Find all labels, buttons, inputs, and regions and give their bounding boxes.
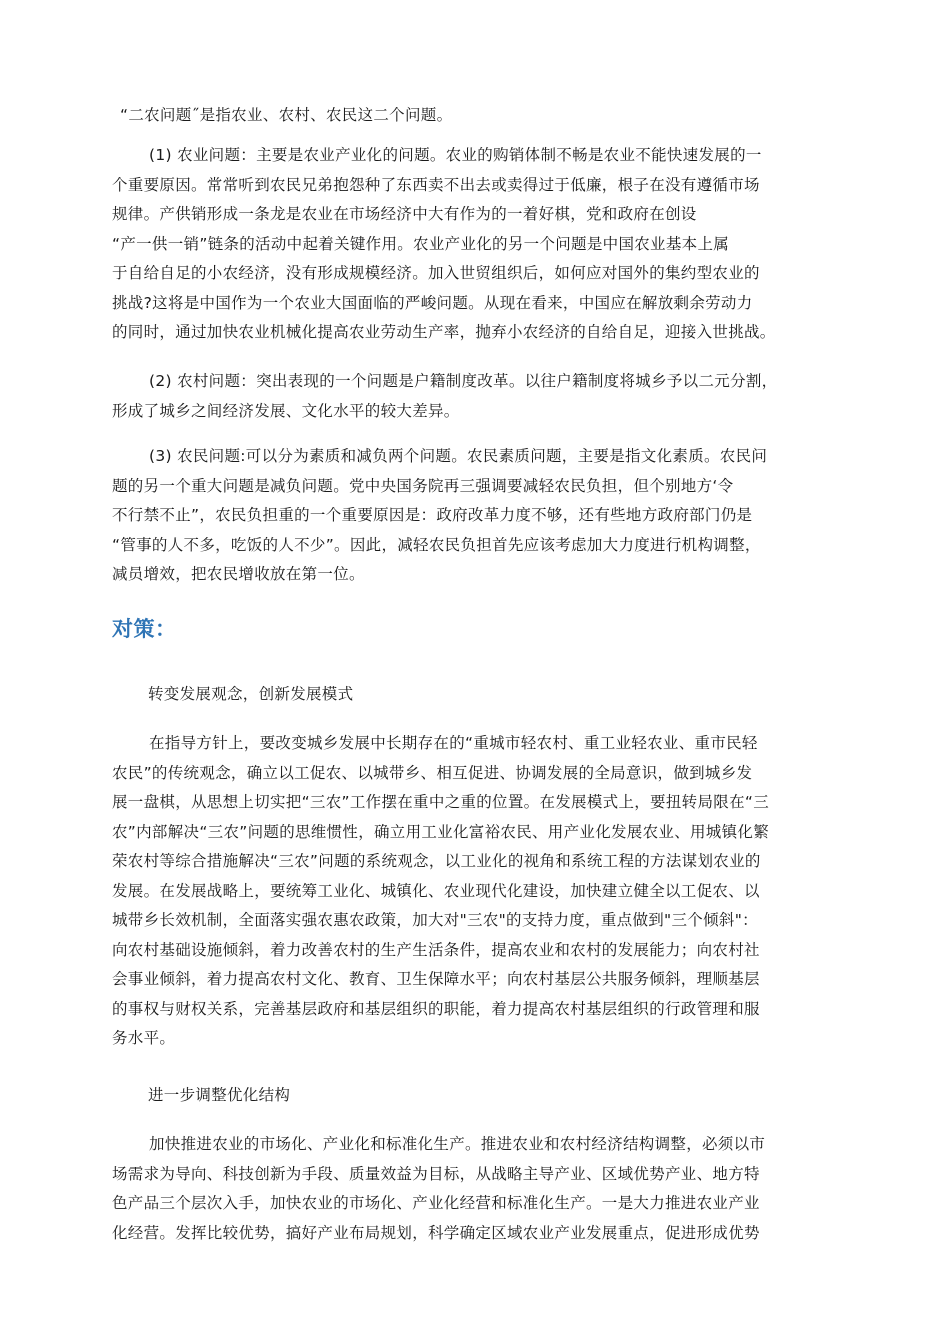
text-line: 题的另一个重大问题是减负问题。党中央国务院再三强调要减轻农民负担，但个别地方‘令 bbox=[112, 476, 734, 495]
text-line: 向农村基础设施倾斜，着力改善农村的生产生活条件，提高农业和农村的发展能力；向农村社 bbox=[112, 940, 760, 959]
text-line: 形成了城乡之间经济发展、文化水平的较大差异。 bbox=[112, 401, 460, 420]
text-line: 的事权与财权关系，完善基层政府和基层组织的职能，着力提高农村基层组织的行政管理和服 bbox=[112, 999, 760, 1018]
text-line: 发展。在发展战略上，要统筹工业化、城镇化、农业现代化建设，加快建立健全以工促农、以 bbox=[112, 881, 760, 900]
text-line: 不行禁不止”，农民负担重的一个重要原因是：政府改革力度不够，还有些地方政府部门仍是 bbox=[112, 506, 753, 524]
paragraph-rural bbox=[112, 367, 862, 426]
intro-line: “二农问题˝是指农业、农村、农民这二个问题。 bbox=[120, 106, 453, 124]
text-line: (3) 农民问题:可以分为素质和减负两个问题。农民素质问题，主要是指文化素质。农民问 bbox=[149, 447, 768, 465]
text-line: 加快推进农业的市场化、产业化和标准化生产。推进农业和农村经济结构调整，必须以市 bbox=[149, 1135, 766, 1153]
paragraph-development bbox=[112, 729, 862, 1054]
text-line: 农”内部解决“三农”问题的思维惯性，确立用工业化富裕农民、用产业化发展农业、用城镇化繁 bbox=[112, 822, 769, 841]
text-line: 色产品三个层次入手，加快农业的市场化、产业化经营和标准化生产。一是大力推进农业产业 bbox=[112, 1194, 760, 1212]
subheading-development: 转变发展观念，创新发展模式 bbox=[148, 685, 354, 703]
intro-paragraph bbox=[112, 101, 862, 131]
paragraph-farmers bbox=[112, 442, 862, 590]
section-heading: 对策： bbox=[112, 617, 177, 641]
text-line: 场需求为导向、科技创新为手段、质量效益为目标，从战略主导产业、区域优势产业、地方特 bbox=[112, 1164, 760, 1183]
text-line: 于自给自足的小农经济，没有形成规模经济。加入世贸组织后，如何应对国外的集约型农业的 bbox=[112, 264, 760, 282]
text-line: 规律。产供销形成一条龙是农业在市场经济中大有作为的一着好棋，党和政府在创设 bbox=[112, 205, 697, 223]
text-line: 化经营。发挥比较优势，搞好产业布局规划，科学确定区域农业产业发展重点，促进形成优势 bbox=[112, 1223, 760, 1242]
text-line: 农民”的传统观念，确立以工促农、以城带乡、相互促进、协调发展的全局意识，做到城乡发 bbox=[112, 763, 753, 782]
text-line: 荣农村等综合措施解决“三农”问题的系统观念，以工业化的视角和系统工程的方法谋划农业的 bbox=[112, 852, 761, 870]
text-line: 挑战?这将是中国作为一个农业大国面临的严峻问题。从现在看来，中国应在解放剩余劳动力 bbox=[112, 293, 753, 312]
text-line: 在指导方针上，要改变城乡发展中长期存在的“重城市轻农村、重工业轻农业、重市民轻 bbox=[149, 734, 758, 752]
text-line: 的同时，通过加快农业机械化提高农业劳动生产率，抛弃小农经济的自给自足，迎接入世挑战。 bbox=[112, 323, 776, 341]
text-line: 展一盘棋，从思想上切实把“三农”工作摆在重中之重的位置。在发展模式上，要扭转局限在“三 bbox=[112, 793, 769, 811]
text-line: 务水平。 bbox=[112, 1029, 176, 1047]
text-line: “管事的人不多，吃饭的人不少”。因此，减轻农民负担首先应该考虑加大力度进行机构调整， bbox=[112, 535, 761, 554]
text-line: 减员增效，把农民增收放在第一位。 bbox=[112, 565, 365, 583]
text-line: 会事业倾斜，着力提高农村文化、教育、卫生保障水平；向农村基层公共服务倾斜，理顺基层 bbox=[112, 970, 760, 988]
text-line: (1) 农业问题：主要是农业产业化的问题。农业的购销体制不畅是农业不能快速发展的一 bbox=[149, 146, 762, 164]
text-line: (2) 农村问题：突出表现的一个问题是户籍制度改革。以往户籍制度将城乡予以二元分割， bbox=[149, 372, 778, 390]
text-line: 个重要原因。常常听到农民兄弟抱怨种了东西卖不出去或卖得过于低廉，根子在没有遵循市场 bbox=[112, 175, 760, 194]
paragraph-agriculture bbox=[112, 141, 862, 348]
paragraph-structure bbox=[112, 1130, 862, 1248]
subheading-structure: 进一步调整优化结构 bbox=[148, 1086, 291, 1104]
text-line: “产一供一销”链条的活动中起着关键作用。农业产业化的另一个问题是中国农业基本上属 bbox=[112, 234, 730, 253]
text-line: 城带乡长效机制，全面落实强农惠农政策，加大对"三农"的支持力度，重点做到"三个倾斜"： bbox=[112, 911, 758, 929]
